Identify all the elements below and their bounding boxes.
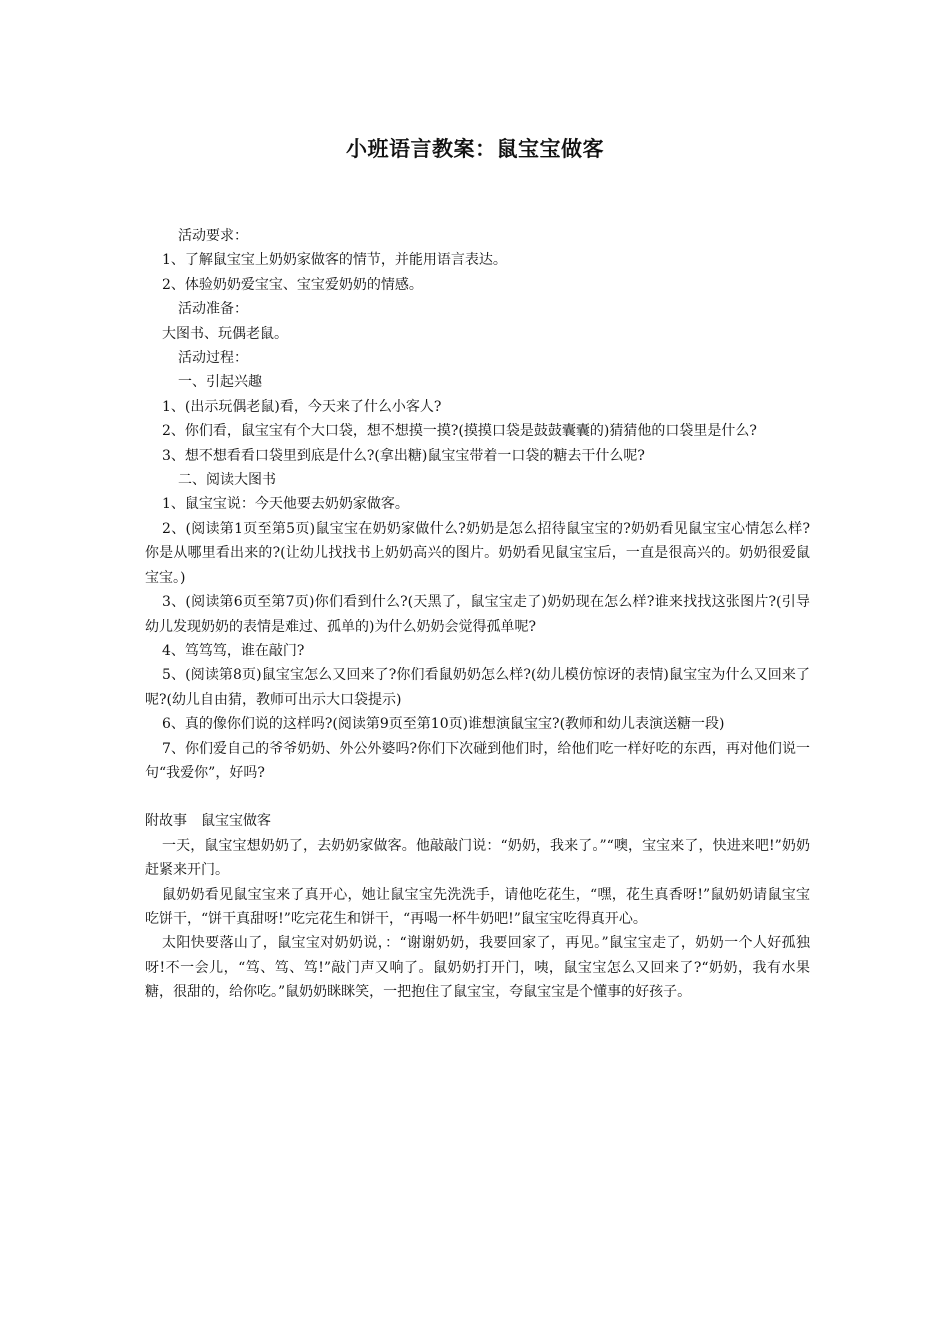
process-step-1-3: 3、想不想看看口袋里到底是什么?(拿出糖)鼠宝宝带着一口袋的糖去干什么呢?: [162, 447, 645, 464]
subsection-heading-interest: 一、引起兴趣: [178, 374, 262, 391]
section-heading-process: 活动过程：: [178, 350, 248, 367]
process-step-2-7: 7、你们爱自己的爷爷奶奶、外公外婆吗?你们下次碰到他们时，给他们吃一样好吃的东西，再对他们说一句“我爱你”，好吗?: [145, 740, 810, 781]
process-step-1-1: 1、(出示玩偶老鼠)看，今天来了什么小客人?: [162, 398, 442, 415]
section-heading-preparation: 活动准备：: [178, 301, 248, 318]
paragraph-spacer: [145, 785, 810, 809]
process-step-2-2: 2、(阅读第1页至第5页)鼠宝宝在奶奶家做什么?奶奶是怎么招待鼠宝宝的?奶奶看见鼠宝宝心情怎么样?你是从哪里看出来的?(让幼儿找找书上奶奶高兴的图片。奶奶看见鼠宝宝后，一直是很高兴的。奶奶很爱鼠宝宝。): [145, 520, 810, 586]
process-step-2-1: 1、鼠宝宝说：今天他要去奶奶家做客。: [162, 496, 409, 513]
story-paragraph-2: 鼠奶奶看见鼠宝宝来了真开心，她让鼠宝宝先洗洗手，请他吃花生，“嘿，花生真香呀!”鼠奶奶请鼠宝宝吃饼干，“饼干真甜呀!”吃完花生和饼干，“再喝一杯牛奶吧!”鼠宝宝吃得真开心。: [145, 886, 810, 927]
process-step-2-5: 5、(阅读第8页)鼠宝宝怎么又回来了?你们看鼠奶奶怎么样?(幼儿模仿惊讶的表情)鼠宝宝为什么又回来了呢?(幼儿自由猜，教师可出示大口袋提示): [145, 667, 810, 708]
process-step-2-4: 4、笃笃笃，谁在敲门?: [162, 642, 305, 659]
process-step-2-6: 6、真的像你们说的这样吗?(阅读第9页至第10页)谁想演鼠宝宝?(教师和幼儿表演送糖一段): [162, 716, 725, 733]
preparation-text: 大图书、玩偶老鼠。: [162, 325, 288, 342]
requirement-item-1: 1、了解鼠宝宝上奶奶家做客的情节，并能用语言表达。: [162, 252, 507, 269]
process-step-2-3: 3、(阅读第6页至第7页)你们看到什么?(天黑了，鼠宝宝走了)奶奶现在怎么样?谁来找找这张图片?(引导幼儿发现奶奶的表情是难过、孤单的)为什么奶奶会觉得孤单呢?: [145, 594, 810, 635]
document-body: [145, 224, 810, 1005]
section-heading-requirements: 活动要求：: [178, 228, 248, 244]
requirement-item-2: 2、体验奶奶爱宝宝、宝宝爱奶奶的情感。: [162, 276, 423, 293]
process-step-1-2: 2、你们看，鼠宝宝有个大口袋，想不想摸一摸?(摸摸口袋是鼓鼓囊囊的)猜猜他的口袋里是什么?: [162, 423, 757, 440]
page-title: 小班语言教案：鼠宝宝做客: [346, 137, 604, 161]
appendix-story-heading: 附故事 鼠宝宝做客: [145, 813, 271, 830]
subsection-heading-reading: 二、阅读大图书: [178, 472, 276, 489]
story-paragraph-1: 一天，鼠宝宝想奶奶了，去奶奶家做客。他敲敲门说：“奶奶，我来了。”“噢，宝宝来了，快进来吧!”奶奶赶紧来开门。: [145, 837, 810, 879]
story-paragraph-3: 太阳快要落山了，鼠宝宝对奶奶说，：“谢谢奶奶，我要回家了，再见。”鼠宝宝走了，奶奶一个人好孤独呀!不一会儿，“笃、笃、笃!”敲门声又响了。鼠奶奶打开门，咦，鼠宝宝怎么又回来了?“奶奶，我有水果糖，很甜的，给你吃。”鼠奶奶眯眯笑，一把抱住了鼠宝宝，夸鼠宝宝是个懂事的好孩子。: [145, 935, 810, 1001]
